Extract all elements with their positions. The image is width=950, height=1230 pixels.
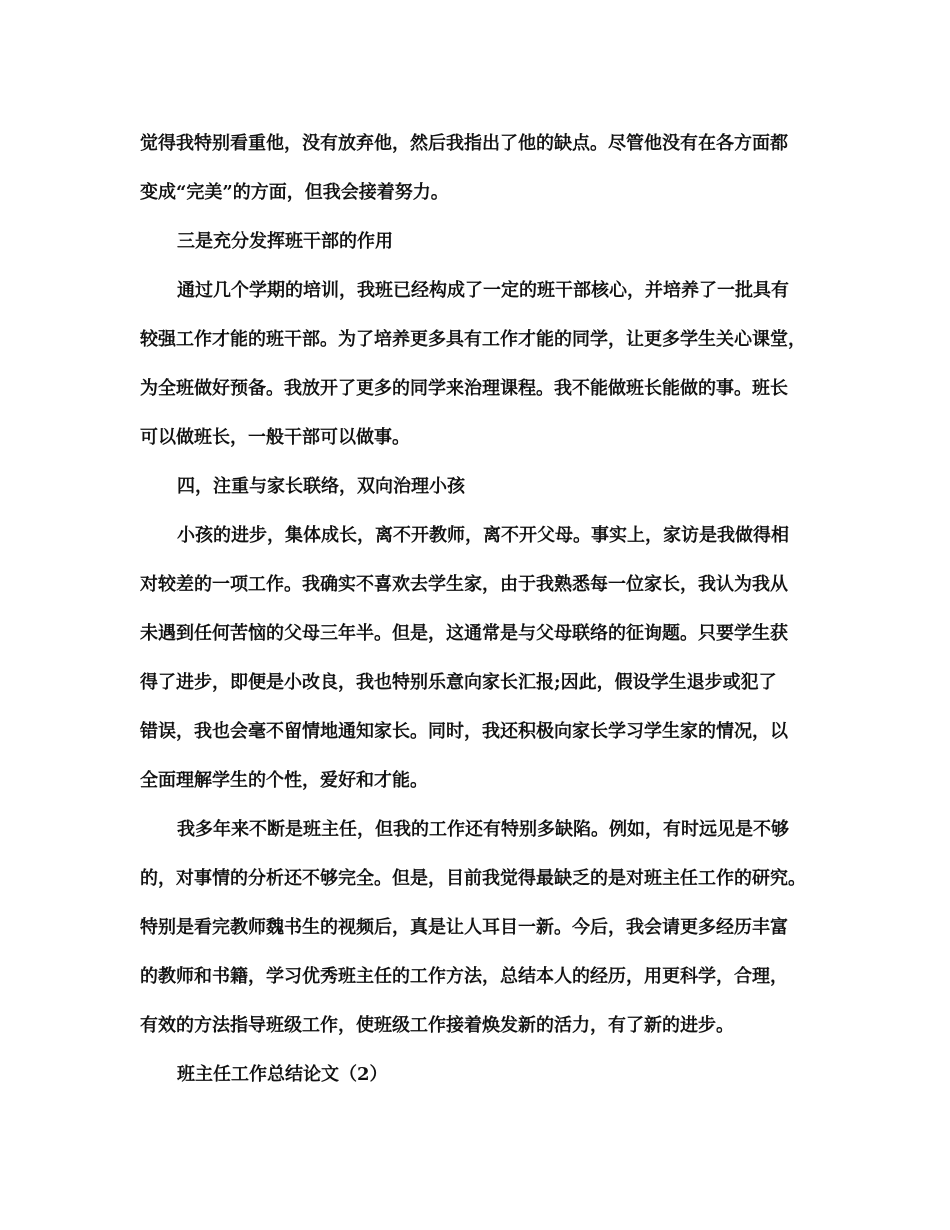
text-line: 为全班做好预备。我放开了更多的同学来治理课程。我不能做班长能做的事。班长 [140, 378, 788, 399]
text-line: 特别是看完教师魏书生的视频后，真是让人耳目一新。今后，我会请更多经历丰富 [140, 917, 788, 938]
text-line: 我多年来不断是班主任，但我的工作还有特别多缺陷。例如，有时远见是不够 [177, 819, 789, 840]
text-line: 较强工作才能的班干部。为了培养更多具有工作才能的同学，让更多学生关心课堂， [140, 329, 806, 350]
text-line: 通过几个学期的培训，我班已经构成了一定的班干部核心，并培养了一批具有 [177, 280, 789, 301]
section-heading: 班主任工作总结论文（2） [177, 1064, 388, 1085]
text-line: 得了进步，即便是小改良，我也特别乐意向家长汇报;因此，假设学生退步或犯了 [140, 672, 777, 693]
text-line: 的教师和书籍，学习优秀班主任的工作方法，总结本人的经历，用更科学，合理， [140, 966, 788, 987]
text-line: 对较差的一项工作。我确实不喜欢去学生家，由于我熟悉每一位家长，我认为我从 [140, 574, 788, 595]
text-line: 觉得我特别看重他，没有放弃他，然后我指出了他的缺点。尽管他没有在各方面都 [140, 133, 788, 154]
text-line: 有效的方法指导班级工作，使班级工作接着焕发新的活力，有了新的进步。 [140, 1015, 734, 1036]
section-heading: 四，注重与家长联络，双向治理小孩 [177, 476, 465, 497]
text-line: 变成“完美”的方面，但我会接着努力。 [140, 182, 449, 203]
text-line: 的，对事情的分析还不够完全。但是，目前我觉得最缺乏的是对班主任工作的研究。 [140, 868, 806, 889]
text-line: 错误，我也会毫不留情地通知家长。同时，我还积极向家长学习学生家的情况，以 [140, 721, 788, 742]
text-line: 可以做班长，一般干部可以做事。 [140, 427, 410, 448]
text-line: 未遇到任何苦恼的父母三年半。但是，这通常是与父母联络的征询题。只要学生获 [140, 623, 788, 644]
text-line: 小孩的进步，集体成长，离不开教师，离不开父母。事实上，家访是我做得相 [177, 525, 789, 546]
section-heading: 三是充分发挥班干部的作用 [177, 231, 393, 252]
document-body [140, 126, 830, 1106]
text-line: 全面理解学生的个性，爱好和才能。 [140, 770, 428, 791]
